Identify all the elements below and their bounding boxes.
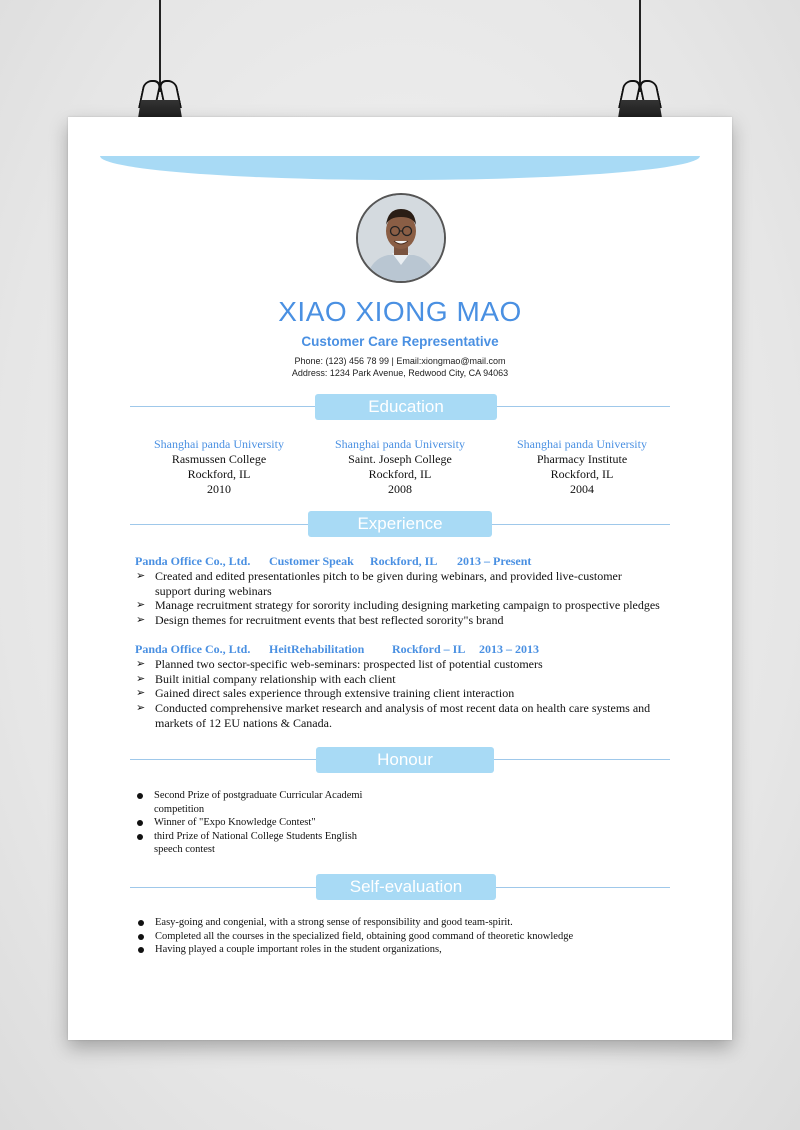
experience-bullets <box>135 657 660 731</box>
list-item <box>135 569 660 598</box>
list-item <box>135 789 375 816</box>
job-location: Rockford, IL <box>370 554 438 568</box>
bullet-dot-icon <box>137 820 143 826</box>
college-name: Rasmussen College <box>171 452 267 466</box>
list-item <box>135 598 660 613</box>
education-entry <box>129 437 309 497</box>
university-name: Shanghai panda University <box>335 437 465 451</box>
job-role: HeitRehabilitation <box>269 642 365 656</box>
honour-text: Winner of "Expo Knowledge Contest" <box>154 817 316 829</box>
list-item <box>136 916 656 930</box>
list-item <box>135 613 660 628</box>
person-avatar-icon <box>358 195 444 281</box>
evaluation-text: Having played a couple important roles in the student organizations, <box>155 944 442 956</box>
experience-bullets <box>135 569 660 628</box>
bullet-dot-icon <box>138 947 144 953</box>
college-name: Pharmacy Institute <box>536 452 628 466</box>
bullet-dot-icon <box>137 793 143 799</box>
arrow-bullet-icon: ➢ <box>136 658 146 670</box>
education-year: 2008 <box>388 482 412 496</box>
education-year: 2010 <box>207 482 231 496</box>
university-name: Shanghai panda University <box>517 437 647 451</box>
job-title: Customer Care Representative <box>301 334 499 349</box>
candidate-name: XIAO XIONG MAO <box>278 296 522 327</box>
arrow-bullet-icon: ➢ <box>136 599 146 612</box>
self-evaluation-list <box>136 916 656 957</box>
address-info: Address: 1234 Park Avenue, Redwood City, CA 94063 <box>291 368 509 378</box>
education-location: Rockford, IL <box>187 467 251 481</box>
hanging-wire-left <box>159 0 161 92</box>
bullet-dot-icon <box>138 920 144 926</box>
contact-info: Phone: (123) 456 78 99 | Email:xiongmao@mail.com <box>294 356 506 366</box>
honour-text: Second Prize of postgraduate Curricular Academi competition <box>154 790 363 815</box>
section-heading-experience: Experience <box>308 511 492 537</box>
arrow-bullet-icon: ➢ <box>136 672 146 685</box>
bullet-text: Built initial company relationship with each client <box>155 671 396 686</box>
job-period: 2013 – 2013 <box>479 642 539 656</box>
list-item <box>135 672 660 687</box>
list-item <box>136 930 656 944</box>
list-item <box>135 686 660 701</box>
section-heading-honour: Honour <box>316 747 494 773</box>
education-year: 2004 <box>570 482 594 496</box>
list-item <box>135 830 375 857</box>
list-item <box>135 657 660 672</box>
bullet-dot-icon <box>137 834 143 840</box>
job-period: 2013 – Present <box>457 554 532 568</box>
bullet-text: Design themes for recruitment events that best reflected sorority"s brand <box>155 613 504 628</box>
list-item <box>135 701 660 730</box>
company-name: Panda Office Co., Ltd. <box>135 554 251 568</box>
company-name: Panda Office Co., Ltd. <box>135 642 251 656</box>
section-heading-education: Education <box>315 394 497 420</box>
evaluation-text: Easy-going and congenial, with a strong sense of responsibility and good team-spirit. <box>155 917 513 928</box>
education-location: Rockford, IL <box>368 467 432 481</box>
arrow-bullet-icon: ➢ <box>136 614 146 627</box>
job-role: Customer Speak <box>269 554 354 568</box>
arrow-bullet-icon: ➢ <box>136 687 146 700</box>
list-item <box>136 943 656 957</box>
evaluation-text: Completed all the courses in the specialized field, obtaining good command of theoretic knowledge <box>155 930 574 942</box>
bullet-text: Planned two sector-specific web-seminars: prospected list of potential customers <box>155 657 543 671</box>
education-location: Rockford, IL <box>550 467 614 481</box>
bullet-text: Gained direct sales experience through extensive training client interaction <box>155 686 515 701</box>
arrow-bullet-icon: ➢ <box>136 570 146 582</box>
bullet-text: Manage recruitment strategy for sorority including designing marketing campaign to prospective pledges <box>155 598 660 613</box>
university-name: Shanghai panda University <box>154 437 284 451</box>
honour-text: third Prize of National College Students English speech contest <box>154 830 357 856</box>
education-entry <box>492 437 672 497</box>
hanging-wire-right <box>639 0 641 92</box>
profile-photo <box>356 193 446 283</box>
bullet-text: Created and edited presentationles pitch to be given during webinars, and provided live-customer support during webinars <box>155 569 622 598</box>
bullet-dot-icon <box>138 934 144 940</box>
arrow-bullet-icon: ➢ <box>136 702 146 715</box>
honour-list <box>135 789 375 857</box>
job-location: Rockford – IL <box>392 642 466 656</box>
list-item <box>135 816 375 830</box>
bullet-text: Conducted comprehensive market research and analysis of most recent data on health care systems and markets of 12 EU nations & Canada. <box>155 701 651 730</box>
section-heading-self-evaluation: Self-evaluation <box>316 874 496 900</box>
education-entry <box>310 437 490 497</box>
college-name: Saint. Joseph College <box>348 452 452 466</box>
